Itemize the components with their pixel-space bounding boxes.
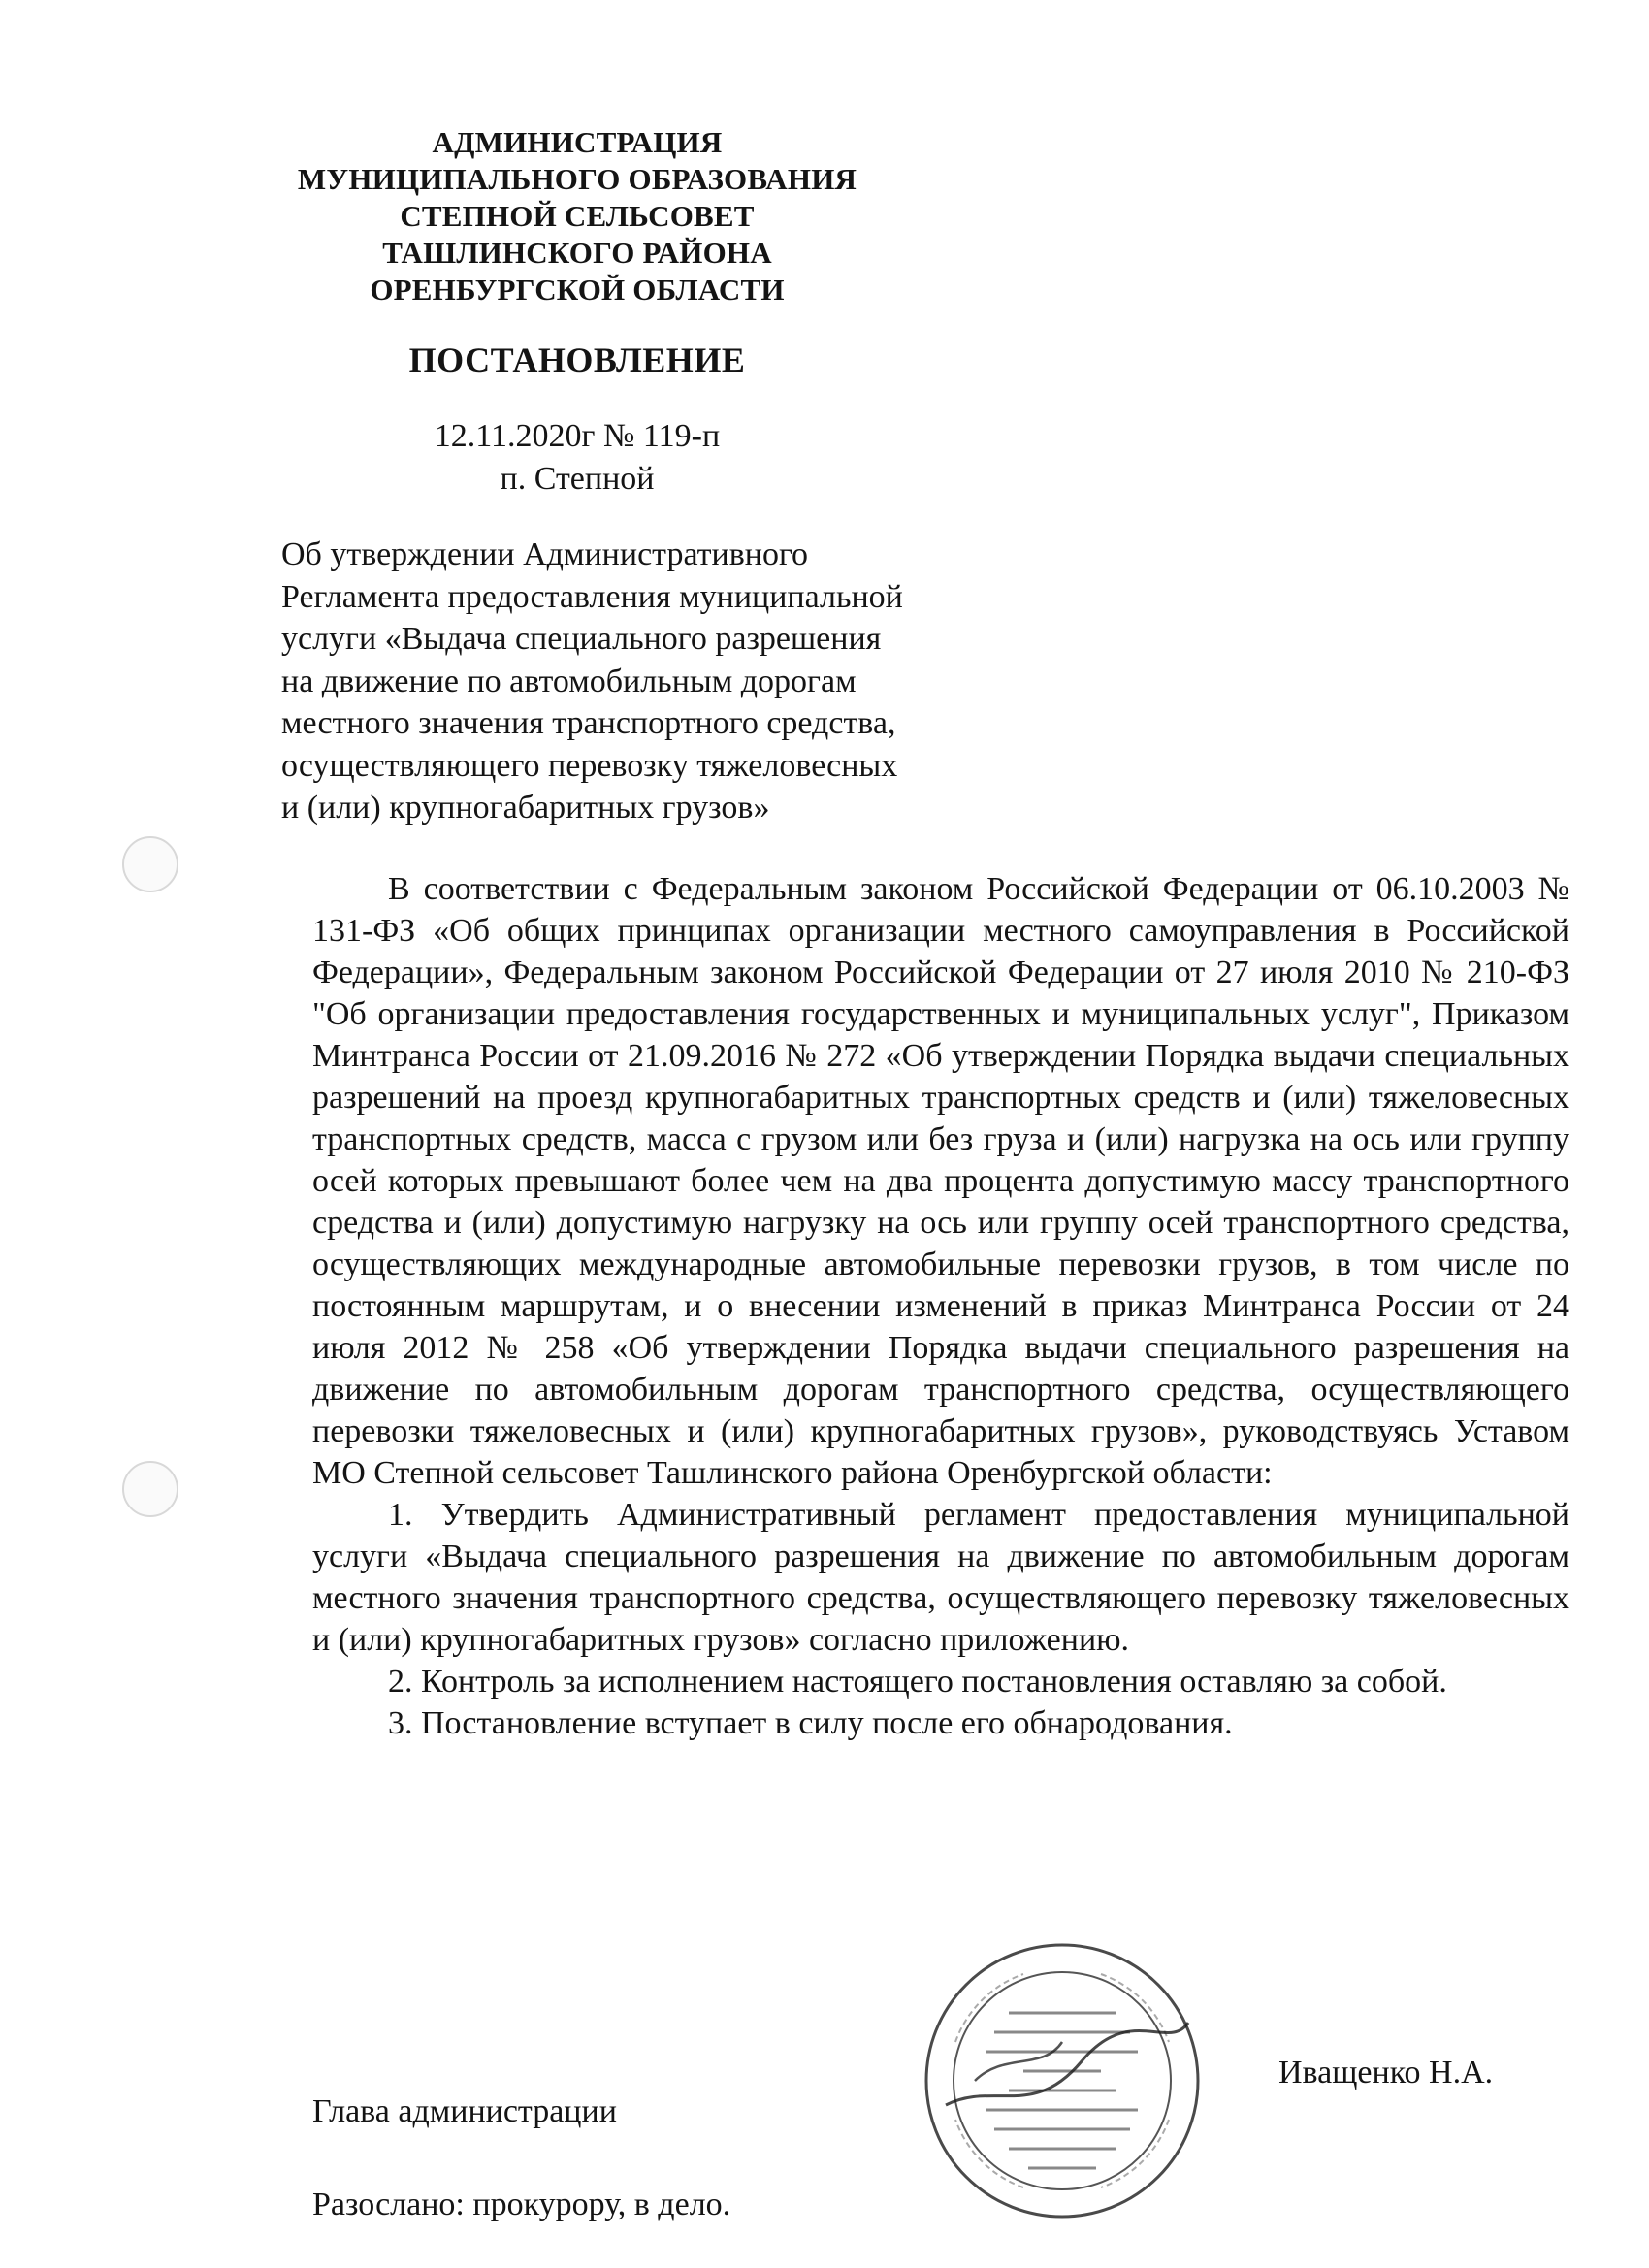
distribution-note: Разослано: прокурору, в дело. <box>312 2187 731 2222</box>
issuer-header <box>242 124 912 308</box>
header-line: АДМИНИСТРАЦИЯ <box>432 125 723 159</box>
place: п. Степной <box>500 461 655 497</box>
subject-line: Об утверждении Административного <box>281 536 809 572</box>
document-meta <box>242 415 912 501</box>
item-2-paragraph: 2. Контроль за исполнением настоящего постановления оставляю за собой. <box>388 1664 1447 1700</box>
document-subject <box>281 534 1018 829</box>
preamble-paragraph: В соответствии с Федеральным законом Российской Федерации от 06.10.2003 № 131-ФЗ «Об общих принципах организации местного самоуправления в Российской Федерации», Федеральным законом Российской Федерации от 27 июля 2010 № 210-ФЗ "Об организации предоставления государственных и муниципальных услуг", Приказом Минтранса России от 21.09.2016 № 272 «Об утверждении Порядка выдачи специальных разрешений на проезд крупногабаритных транспортных средств и (или) тяжеловесных транспортных средств, масса с грузом или без груза и (или) нагрузка на ось или группу осей которых превышают более чем на два процента допустимую массу транспортного средства и (или) допустимую нагрузку на ось или группу осей транспортного средства, осуществляющих международные автомобильные перевозки грузов, в том числе по постоянным маршрутам, и о внесении изменений в приказ Минтранса России от 24 июля 2012 № 258 «Об утверждении Порядка выдачи специального разрешения на движение по автомобильным дорогам транспортного средства, осуществляющего перевозки тяжеловесных и (или) крупногабаритных грузов», руководствуясь Уставом МО Степной сельсовет Ташлинского района Оренбургской области: <box>312 871 1569 1491</box>
punch-hole <box>122 1461 178 1517</box>
official-seal-stamp <box>917 1935 1208 2226</box>
item-1-paragraph: 1. Утвердить Административный регламент предоставления муниципальной услуги «Выдача специального разрешения на движение по автомобильным дорогам местного значения транспортного средства, осуществляющего перевозку тяжеловесных и (или) крупногабаритных грузов» согласно приложению. <box>312 1497 1569 1658</box>
subject-line: местного значения транспортного средства, <box>281 705 896 741</box>
subject-line: услуги «Выдача специального разрешения <box>281 621 882 657</box>
signatory-name: Иващенко Н.А. <box>1278 2055 1494 2090</box>
header-line: СТЕПНОЙ СЕЛЬСОВЕТ <box>400 199 755 233</box>
header-line: МУНИЦИПАЛЬНОГО ОБРАЗОВАНИЯ <box>297 162 857 196</box>
subject-line: осуществляющего перевозку тяжеловесных <box>281 747 898 784</box>
punch-hole <box>122 836 178 892</box>
header-line: ОРЕНБУРГСКОЙ ОБЛАСТИ <box>370 273 785 307</box>
document-body <box>312 868 1569 1744</box>
header-line: ТАШЛИНСКОГО РАЙОНА <box>382 236 772 270</box>
document-type: ПОСТАНОВЛЕНИЕ <box>408 340 746 379</box>
subject-line: и (или) крупногабаритных грузов» <box>281 790 770 826</box>
subject-line: Регламента предоставления муниципальной <box>281 578 903 615</box>
signatory-position: Глава администрации <box>312 2093 617 2129</box>
date-number: 12.11.2020г № 119-п <box>434 418 721 454</box>
subject-line: на движение по автомобильным дорогам <box>281 663 857 699</box>
item-3-paragraph: 3. Постановление вступает в силу после его обнародования. <box>388 1705 1233 1741</box>
